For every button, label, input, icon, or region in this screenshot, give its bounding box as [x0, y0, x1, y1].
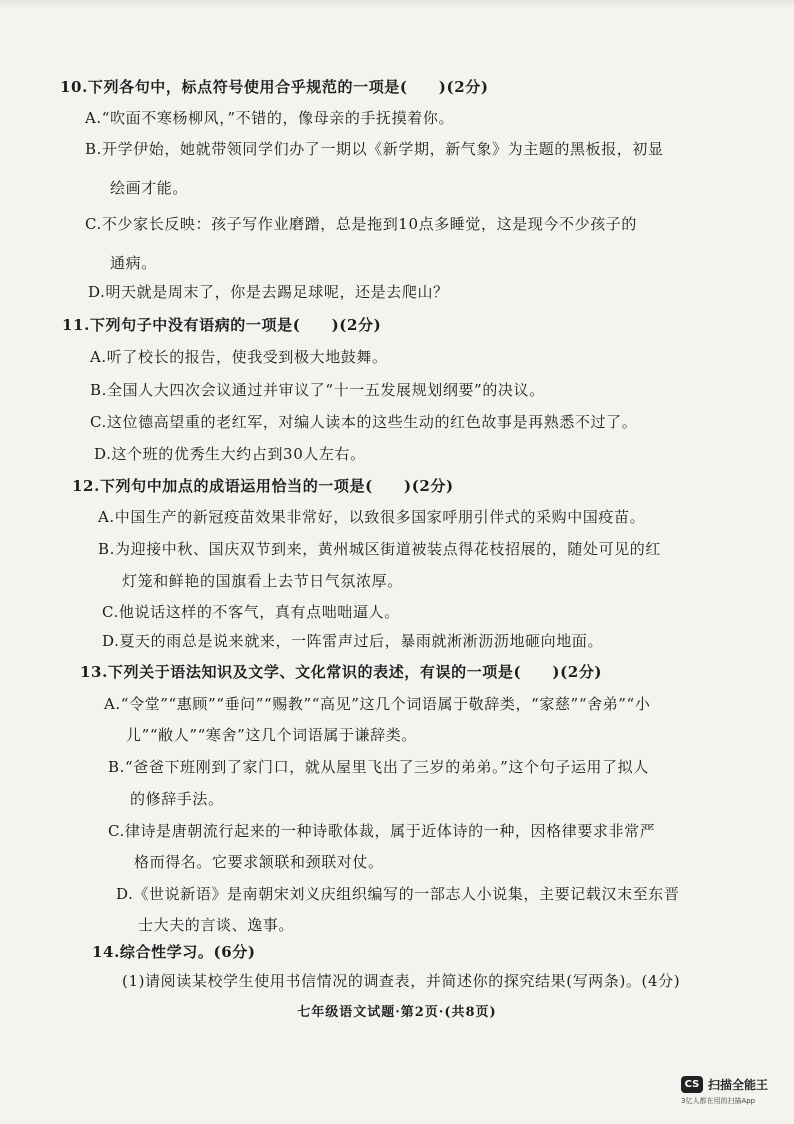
question-13-option-a: A.“令堂”“惠顾”“垂问”“赐教”“高见”这几个词语属于敬辞类，“家慈”“舍弟”“小 — [104, 695, 651, 713]
question-12-option-b: B.为迎接中秋、国庆双节到来，黄州城区街道被装点得花枝招展的，随处可见的红 — [98, 540, 661, 558]
question-11-stem: 11.下列句子中没有语病的一项是( )(2分) — [62, 316, 382, 334]
question-12-option-a: A.中国生产的新冠疫苗效果非常好，以致很多国家呼朋引伴式的采购中国疫苗。 — [98, 508, 646, 526]
question-13-option-d-cont: 士大夫的言谈、逸事。 — [138, 916, 295, 934]
question-11-option-d: D.这个班的优秀生大约占到30人左右。 — [94, 445, 366, 463]
question-10-option-c: C.不少家长反映：孩子写作业磨蹭，总是拖到10点多睡觉，这是现今不少孩子的 — [85, 215, 638, 233]
question-10-option-c-cont: 通病。 — [110, 254, 157, 272]
watermark-app-name: 扫描全能王 — [708, 1078, 769, 1092]
question-10-option-d: D.明天就是周末了，你是去踢足球呢，还是去爬山？ — [88, 283, 449, 301]
question-11-option-a: A.听了校长的报告，使我受到极大地鼓舞。 — [90, 348, 388, 366]
question-10-option-b-cont: 绘画才能。 — [110, 179, 189, 197]
question-13-option-b-cont: 的修辞手法。 — [130, 790, 224, 808]
question-10-stem: 10.下列各句中，标点符号使用合乎规范的一项是( )(2分) — [60, 78, 489, 96]
question-12-option-b-cont: 灯笼和鲜艳的国旗看上去节日气氛浓厚。 — [122, 572, 403, 590]
question-13-option-d: D.《世说新语》是南朝宋刘义庆组织编写的一部志人小说集，主要记载汉末至东晋 — [116, 885, 680, 903]
question-12-option-d: D.夏天的雨总是说来就来，一阵雷声过后，暴雨就淅淅沥沥地砸向地面。 — [102, 632, 604, 650]
page-footer: 七年级语文试题·第2页·(共8页) — [297, 1005, 497, 1020]
question-10-option-a: A.“吹面不寒杨柳风，”不错的，像母亲的手抚摸着你。 — [85, 109, 455, 127]
scanner-watermark — [681, 1076, 791, 1106]
question-12-option-c: C.他说话这样的不客气，真有点咄咄逼人。 — [102, 603, 400, 621]
question-13-option-b: B.“爸爸下班刚到了家门口，就从屋里飞出了三岁的弟弟。”这个句子运用了拟人 — [108, 758, 649, 776]
question-13-stem: 13.下列关于语法知识及文学、文化常识的表述，有误的一项是( )(2分) — [80, 663, 603, 681]
question-13-option-c-cont: 格而得名。它要求颔联和颈联对仗。 — [134, 853, 384, 871]
question-12-stem: 12.下列句中加点的成语运用恰当的一项是( )(2分) — [72, 477, 454, 495]
scan-edge — [0, 0, 794, 8]
watermark-tagline: 3亿人都在用的扫描App — [681, 1097, 756, 1105]
question-10-option-b: B.开学伊始，她就带领同学们办了一期以《新学期，新气象》为主题的黑板报，初显 — [85, 140, 664, 158]
question-11-option-c: C.这位德高望重的老红军，对编人读本的这些生动的红色故事是再熟悉不过了。 — [90, 413, 638, 431]
question-13-option-c: C.律诗是唐朝流行起来的一种诗歌体裁，属于近体诗的一种，因格律要求非常严 — [108, 822, 656, 840]
question-14-part-1: (1)请阅读某校学生使用书信情况的调查表，并简述你的探究结果(写两条)。(4分) — [122, 972, 681, 990]
question-14-stem: 14.综合性学习。(6分) — [92, 943, 256, 961]
question-11-option-b: B.全国人大四次会议通过并审议了“十一五发展规划纲要”的决议。 — [90, 381, 545, 399]
camscanner-logo-icon: CS — [681, 1076, 703, 1093]
question-13-option-a-cont: 儿”“敝人”“寒舍”这几个词语属于谦辞类。 — [126, 726, 417, 744]
